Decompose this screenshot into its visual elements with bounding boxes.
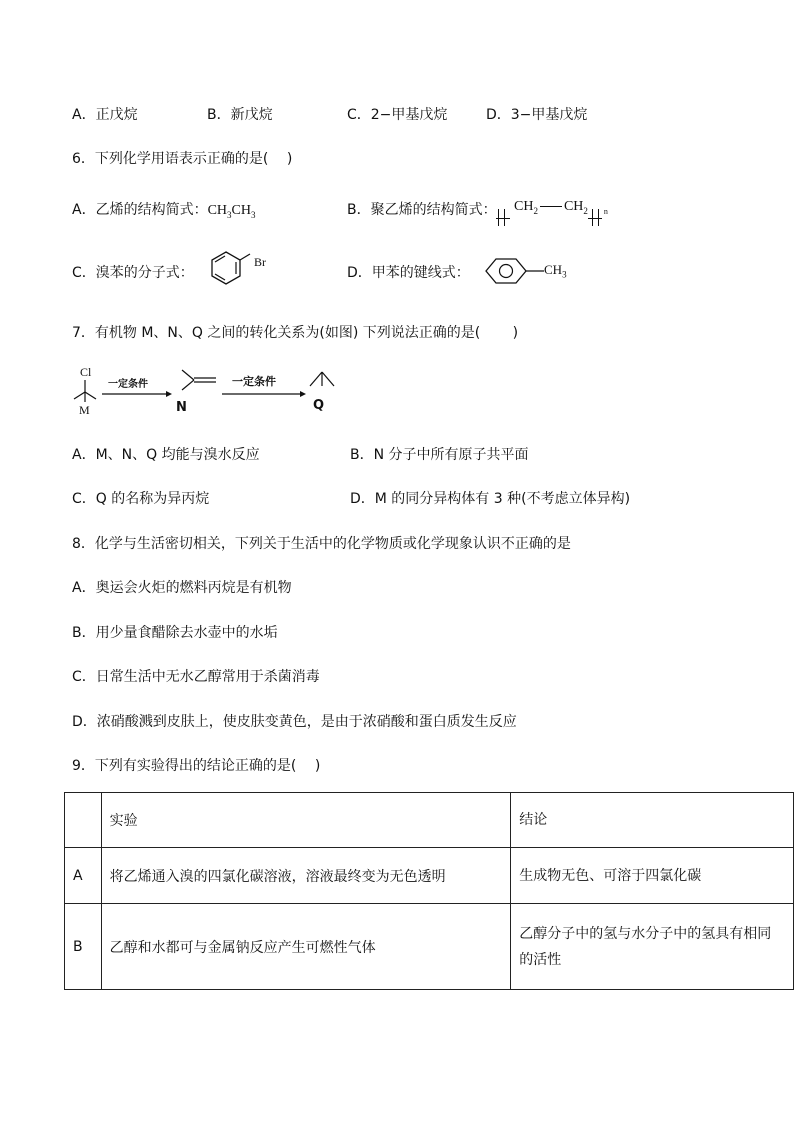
- q9-table: [64, 792, 794, 990]
- q6-a-sub2: 3: [250, 209, 256, 220]
- q-structure: [308, 370, 336, 390]
- polyethylene-formula: [496, 199, 608, 216]
- q6-option-b: [347, 199, 497, 219]
- q6-d-label: D．甲苯的键线式：: [347, 265, 470, 281]
- bromo-label: Br: [254, 255, 266, 269]
- q6-c-label: C．溴苯的分子式：: [72, 265, 194, 281]
- table-header-cell: [65, 793, 102, 848]
- q5-option-a: A．正戊烷: [72, 107, 138, 123]
- n-label: N: [176, 400, 187, 415]
- q7-option-c: C．Q 的名称为异丙烷: [72, 491, 210, 507]
- table-row: [65, 848, 794, 904]
- q5-option-b: B．新戊烷: [207, 107, 273, 123]
- arrow1-label: 一定条件: [108, 379, 148, 390]
- q6-option-a: [72, 199, 255, 220]
- table-cell: 乙醇和水都可与金属钠反应产生可燃性气体: [101, 904, 511, 990]
- polymer-ch2-1-sub: 2: [533, 205, 538, 216]
- table-row: [65, 904, 794, 990]
- q8-option-c: C．日常生活中无水乙醇常用于杀菌消毒: [72, 669, 320, 685]
- q6-a-ch2: CH: [231, 203, 251, 218]
- table-cell: A: [65, 848, 102, 904]
- m-label: M: [79, 403, 90, 417]
- q7-option-b: B．N 分子中所有原子共平面: [350, 447, 529, 463]
- q6-option-c: [72, 262, 194, 282]
- table-cell: 乙醇分子中的氢与水分子中的氢具有相同的活性: [511, 904, 794, 990]
- polymer-ch2-2: CH: [563, 199, 584, 214]
- q6-option-d: [347, 262, 470, 282]
- toluene-ch3: [544, 262, 567, 280]
- polymer-bond: [540, 206, 562, 207]
- q6-b-label: B．聚乙烯的结构简式：: [347, 202, 497, 218]
- m-cl-label: Cl: [80, 365, 92, 379]
- polymer-n: n: [603, 206, 608, 216]
- table-cell: B: [65, 904, 102, 990]
- q7-stem: 7．有机物 M、N、Q 之间的转化关系为(如图) 下列说法正确的是( ): [72, 325, 519, 341]
- table-header-cell: 实验: [101, 793, 511, 848]
- arrow2: [222, 390, 306, 398]
- q6-a-sub1: 3: [227, 209, 232, 220]
- polymer-ch2-2-sub: 2: [583, 205, 588, 216]
- table-cell: 将乙烯通入溴的四氯化碳溶液，溶液最终变为无色透明: [101, 848, 511, 904]
- q8-option-b: B．用少量食醋除去水壶中的水垢: [72, 625, 278, 641]
- q6-a-ch: CH: [207, 203, 228, 218]
- arrow2-label: 一定条件: [232, 375, 276, 388]
- q9-stem: 9．下列有实验得出的结论正确的是( ): [72, 758, 321, 774]
- n-structure: [180, 368, 220, 392]
- table-header-row: [65, 793, 794, 848]
- q8-stem: 8．化学与生活密切相关，下列关于生活中的化学物质或化学现象认识不正确的是: [72, 536, 571, 552]
- q6-stem: 6．下列化学用语表示正确的是( ): [72, 151, 293, 167]
- q5-option-d: D．3−甲基戊烷: [486, 107, 588, 123]
- q6-a-label: A．乙烯的结构简式：: [72, 202, 208, 218]
- arrow1: [102, 390, 172, 398]
- q6-a-formula: [208, 203, 256, 218]
- q-label: Q: [313, 398, 325, 413]
- toluene-sub: 3: [562, 269, 567, 280]
- q8-option-a: A．奥运会火炬的燃料丙烷是有机物: [72, 580, 292, 596]
- q7-option-a: A．M、N、Q 均能与溴水反应: [72, 447, 260, 463]
- q5-option-c: C．2−甲基戊烷: [347, 107, 448, 123]
- toluene-ch: CH: [544, 262, 563, 277]
- q8-option-d: D．浓硝酸溅到皮肤上，使皮肤变黄色，是由于浓硝酸和蛋白质发生反应: [72, 714, 517, 730]
- polymer-ch2-1: CH: [514, 199, 534, 214]
- q7-option-d: D．M 的同分异构体有 3 种(不考虑立体异构): [350, 491, 631, 507]
- table-cell: 生成物无色、可溶于四氯化碳: [511, 848, 794, 904]
- toluene-structure: [482, 255, 552, 287]
- table-header-cell: 结论: [511, 793, 794, 848]
